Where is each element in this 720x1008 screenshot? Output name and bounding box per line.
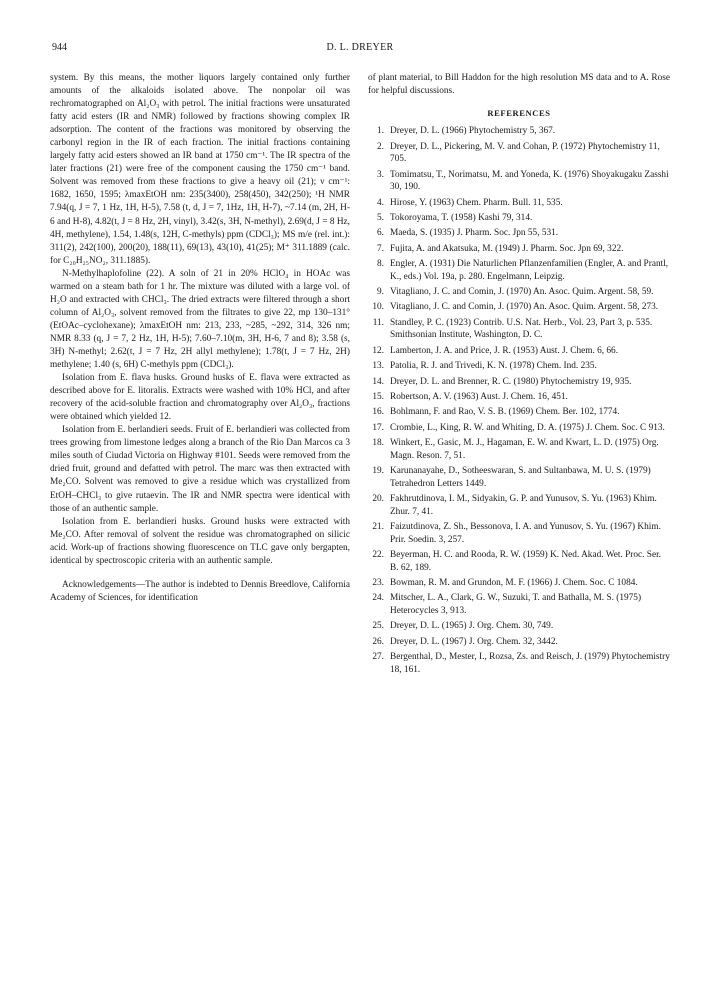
reference-item xyxy=(368,227,670,240)
reference-text: Crombie, L., King, R. W. and Whiting, D. A. (1975) J. Chem. Soc. C 913. xyxy=(390,422,665,433)
reference-text: Hirose, Y. (1963) Chem. Pharm. Bull. 11, 535. xyxy=(390,197,563,208)
body-paragraph: Isolation from E. berlandieri seeds. Fruit of E. berlandieri was collected from trees growing from limestone ledges along a branch of the Rio Dan Marcos ca 3 miles south of Ciudad Victoria on Highway #101. Seeds were removed from the dried fruit, ground and defatted with petrol. The marc was then extracted with Me₂CO. Solvent was removed to give a residue which was crystallized from EtOH–CHCl₃ to give rutaevin. The IR and NMR spectra were identical with those of an authentic sample. xyxy=(50,425,350,514)
reference-text: Vitagliano, J. C. and Comin, J. (1970) An. Asoc. Quim. Argent. 58, 273. xyxy=(390,302,659,313)
reference-number: 3. xyxy=(377,169,384,180)
reference-number: 2. xyxy=(377,141,384,152)
reference-text: Dreyer, D. L. (1967) J. Org. Chem. 32, 3442. xyxy=(390,636,558,647)
reference-text: Mitscher, L. A., Clark, G. W., Suzuki, T. and Bathalla, M. S. (1975) Heterocycles 3, 913. xyxy=(390,593,642,617)
reference-item xyxy=(368,465,670,490)
reference-item xyxy=(368,212,670,225)
reference-text: Dreyer, D. L. (1966) Phytochemistry 5, 367. xyxy=(390,126,556,137)
reference-text: Tokoroyama, T. (1958) Kashi 79, 314. xyxy=(390,212,533,223)
reference-number: 9. xyxy=(377,287,384,298)
reference-number: 10. xyxy=(372,302,384,313)
reference-item xyxy=(368,437,670,462)
reference-number: 27. xyxy=(372,652,384,663)
reference-item xyxy=(368,141,670,166)
reference-number: 11. xyxy=(372,317,384,328)
reference-text: Dreyer, D. L. (1965) J. Org. Chem. 30, 749. xyxy=(390,621,554,632)
reference-item xyxy=(368,422,670,435)
reference-item xyxy=(368,376,670,389)
reference-number: 22. xyxy=(372,550,384,561)
reference-item xyxy=(368,125,670,138)
reference-item xyxy=(368,360,670,373)
reference-item xyxy=(368,391,670,404)
reference-text: Fujita, A. and Akatsuka, M. (1949) J. Pharm. Soc. Jpn 69, 322. xyxy=(390,243,624,254)
reference-item xyxy=(368,493,670,518)
reference-item xyxy=(368,286,670,299)
left-column xyxy=(50,72,350,605)
acknowledgement-continuation: of plant material, to Bill Haddon for the high resolution MS data and to A. Rose for helpful discussions. xyxy=(368,73,670,97)
reference-number: 16. xyxy=(372,407,384,418)
reference-text: Dreyer, D. L., Pickering, M. V. and Cohan, P. (1972) Phytochemistry 11, 705. xyxy=(390,141,660,165)
reference-number: 12. xyxy=(372,345,384,356)
reference-item xyxy=(368,620,670,633)
reference-number: 7. xyxy=(377,243,384,254)
right-column xyxy=(368,72,670,679)
running-head: D. L. DREYER xyxy=(326,42,394,53)
reference-number: 17. xyxy=(372,422,384,433)
reference-number: 13. xyxy=(372,361,384,372)
reference-text: Beyerman, H. C. and Rooda, R. W. (1959) K. Ned. Akad. Wet. Proc. Ser. B. 62, 189. xyxy=(390,550,661,573)
reference-text: Karunanayahe, D., Sotheeswaran, S. and Sultanbawa, M. U. S. (1979) Tetrahedron Letters 1449. xyxy=(390,466,651,489)
reference-item xyxy=(368,549,670,574)
reference-text: Patolia, R. J. and Trivedi, K. N. (1978) Chem. Ind. 235. xyxy=(390,361,597,372)
reference-number: 6. xyxy=(377,228,384,239)
reference-number: 14. xyxy=(372,376,384,387)
reference-text: Faizutdinova, Z. Sh., Bessonova, I. A. and Yunusov, S. Yu. (1967) Khim. Prir. Soedin. 3, 257. xyxy=(390,522,661,545)
reference-text: Robertson, A. V. (1963) Aust. J. Chem. 16, 451. xyxy=(390,391,568,402)
reference-number: 24. xyxy=(372,593,384,604)
references-heading: REFERENCES xyxy=(487,108,551,119)
body-paragraph: Isolation from E. berlandieri husks. Ground husks were extracted with Me₂CO. After removal of solvent the residue was chromatographed on silicic acid. Work-up of fractions showing fluorescence on TLC gave only bergapten, identical by spectroscopic criteria with an authentic sample. xyxy=(50,516,350,566)
reference-text: Dreyer, D. L. and Brenner, R. C. (1980) Phytochemistry 19, 935. xyxy=(390,376,632,387)
reference-number: 4. xyxy=(377,197,384,208)
reference-number: 18. xyxy=(372,438,384,449)
reference-number: 25. xyxy=(372,621,384,632)
reference-item xyxy=(368,345,670,358)
reference-number: 20. xyxy=(372,494,384,505)
reference-number: 21. xyxy=(372,522,384,533)
body-paragraph: N-Methylhaplofoline (22). A soln of 21 in 20% HClO₄ in HOAc was warmed on a steam bath for 1 hr. The mixture was diluted with a large vol. of H₂O and extracted with CHCl₃. The dried extracts were filtered through a short column of Al₂O₃, solvent removed from the filtrates to give 22, mp 130–131° (EtOAc–cyclohexane); λmaxEtOH nm: 213, 233, ~285, ~292, 314, 326 nm; NMR 8.33 (q, J = 7, 2 Hz, 1H, H-5); 7.60–7.10(m, 3H, H-6, 7 and 8); 3.58 (s, 3H) N-methyl; 2.62(t, J = 7 Hz, 2H allyl methylene); 1.78(t, J = 7 Hz, 2H) methylene; 1.40 (s, 6H) C-methyls ppm (CDCl₃). xyxy=(50,268,350,371)
reference-text: Maeda, S. (1935) J. Pharm. Soc. Jpn 55, 531. xyxy=(390,228,559,239)
body-paragraph: Isolation from E. flava husks. Ground husks of E. flava were extracted as described above for E. litoralis. Extracts were washed with 10% HCl, and after recovery of the acid-soluble fraction and chromatography over Al₂O₃, fractions were obtained which yielded 12. xyxy=(50,373,350,423)
reference-number: 5. xyxy=(377,212,384,223)
reference-number: 1. xyxy=(377,126,384,137)
reference-number: 15. xyxy=(372,391,384,402)
reference-text: Bergenthal, D., Mester, I., Rozsa, Zs. and Reisch, J. (1979) Phytochemistry 18, 161. xyxy=(390,652,670,675)
page-header xyxy=(52,42,668,56)
acknowledgement-paragraph: Acknowledgements—The author is indebted to Dennis Breedlove, California Academy of Sciences, for identification xyxy=(50,579,350,603)
reference-text: Winkert, E., Gasic, M. J., Hagaman, E. W. and Kwart, L. D. (1975) Org. Magn. Reson. 7, 51. xyxy=(390,438,659,461)
reference-text: Bohlmann, F. and Rao, V. S. B. (1969) Chem. Ber. 102, 1774. xyxy=(390,407,620,418)
reference-item xyxy=(368,577,670,590)
reference-text: Fakhrutdinova, I. M., Sidyakin, G. P. and Yunusov, S. Yu. (1963) Khim. Zhur. 7, 41. xyxy=(390,494,657,517)
reference-item xyxy=(368,301,670,314)
reference-item xyxy=(368,521,670,546)
reference-text: Bowman, R. M. and Grundon, M. F. (1966) J. Chem. Soc. C 1084. xyxy=(390,578,638,589)
reference-text: Standley, P. C. (1923) Contrib. U.S. Nat. Herb., Vol. 23, Part 3, p. 535. Smithsonian Institute, Washington, D. C. xyxy=(390,317,653,341)
reference-item xyxy=(368,258,670,283)
reference-number: 23. xyxy=(372,578,384,589)
reference-text: Vitagliano, J. C. and Comin, J. (1970) An. Asoc. Quim. Argent. 58, 59. xyxy=(390,287,654,298)
reference-item xyxy=(368,406,670,419)
body-paragraph: system. By this means, the mother liquors largely contained only further amounts of the alkaloids isolated above. The nonpolar oil was rechromatographed on Al₂O₃ with petrol. The initial fractions were unsaturated fatty acid esters (IR and NMR) followed by fractions showing complex IR adsorption. The content of the fractions was monitored by observing the carbonyl region in the IR of each fraction. The initial fractions containing largely fatty acid esters showed an IR band at 1750 cm⁻¹. The IR spectra of the later fractions (21) were free of the component causing the 1750 cm⁻¹ band. Solvent was removed from these fractions to give a heavy oil (21); ν cm⁻¹: 1682, 1650, 1595; λmaxEtOH nm: 235(3400), 258(450), 342(250); ¹H NMR 7.94(q, J = 7, 1 Hz, 1H, H-5), 7.58 (t, d, J = 7, 1Hz, 1H, H-7), ~7.14 (m, 2H, H-6 and H-8), 4.82(t, J = 8 Hz, 2H, vinyl), 3.42(s, 3H, N-methyl), 2.69(d, J = 8 Hz, 4H, methylene), 1.54, 1.48(s, 12H, C-methyls) ppm (CDCl₃); MS m/e (rel. int.): 311(2), 242(100), 200(20), 188(11), 69(13), 43(10), 41(25); M⁺ 311.1889 (calc. for C₂₀H₂₅NO₂, 311.1885). xyxy=(50,73,350,266)
page-number: 944 xyxy=(52,42,67,53)
references-list xyxy=(368,125,670,676)
reference-number: 19. xyxy=(372,466,384,477)
reference-number: 26. xyxy=(372,636,384,647)
reference-text: Engler, A. (1931) Die Naturlichen Pflanzenfamilien (Engler, A. and Prantl, K., eds.) Vol. 19a, p. 280. Engelmann, Leipzig. xyxy=(390,259,669,282)
reference-number: 8. xyxy=(377,259,384,270)
reference-text: Lamberton, J. A. and Price, J. R. (1953) Aust. J. Chem. 6, 66. xyxy=(390,345,619,356)
reference-item xyxy=(368,592,670,617)
reference-item xyxy=(368,197,670,210)
reference-item xyxy=(368,169,670,194)
reference-item xyxy=(368,636,670,649)
reference-item xyxy=(368,651,670,676)
reference-text: Tomimatsu, T., Norimatsu, M. and Yoneda, K. (1976) Shoyakugaku Zasshi 30, 190. xyxy=(390,169,669,193)
reference-item xyxy=(368,317,670,342)
reference-item xyxy=(368,243,670,256)
